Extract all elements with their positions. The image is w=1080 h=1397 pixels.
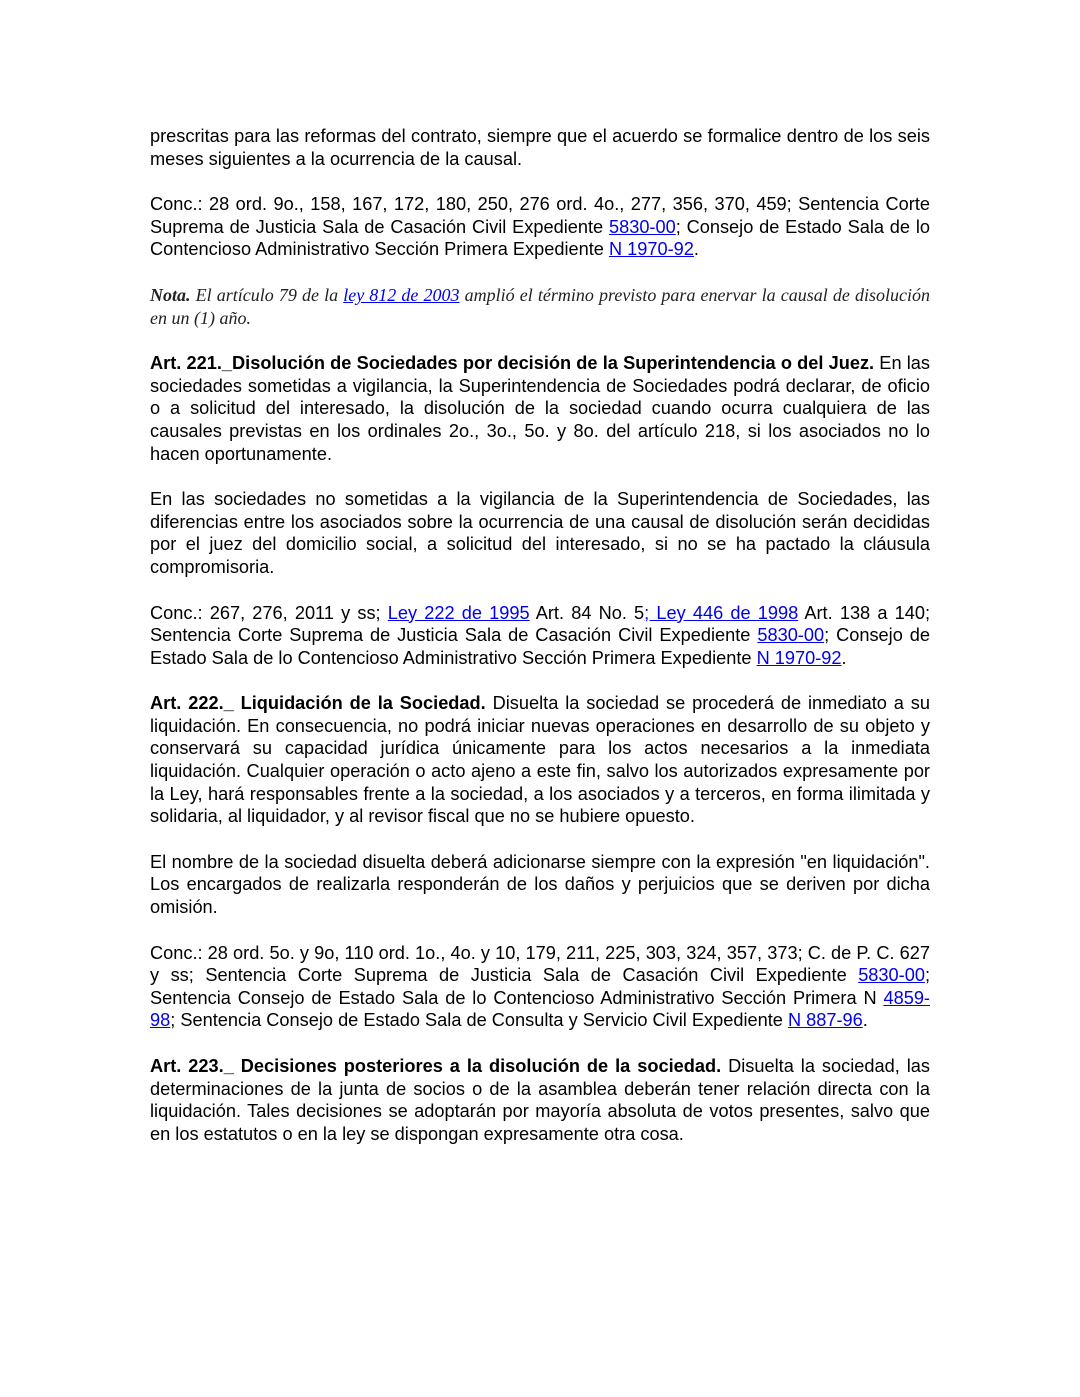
- text-segment: ; Consejo de Estado Sala de lo Contencioso Administrativo Sección Primera Expediente: [150, 216, 930, 260]
- article-heading: Art. 223._ Decisiones posteriores a la disolución de la sociedad.: [150, 1056, 722, 1076]
- article-heading: Art. 222._ Liquidación de la Sociedad.: [150, 693, 486, 714]
- reference-link[interactable]: ; Ley 446 de 1998: [644, 602, 799, 623]
- paragraph: [150, 488, 930, 578]
- text-segment: Art. 138 a 140; Sentencia Corte Suprema de Justicia Sala de Casación Civil Expediente: [150, 602, 930, 646]
- paragraph: [150, 692, 930, 828]
- reference-link[interactable]: 4859-98: [150, 987, 930, 1031]
- note-paragraph: [150, 284, 930, 329]
- article-heading: Art. 221._Disolución de Sociedades por decisión de la Superintendencia o del Juez.: [150, 353, 875, 374]
- text-segment: prescritas para las reformas del contrato, siempre que el acuerdo se formalice dentro de los seis meses siguientes a la ocurrencia de la causal.: [150, 126, 930, 169]
- reference-link[interactable]: N 1970-92: [608, 239, 694, 260]
- text-segment: .: [862, 1010, 868, 1031]
- text-segment: Conc.: 28 ord. 5o. y 9o, 110 ord. 1o., 4o. y 10, 179, 211, 225, 303, 324, 357, 373; C. de P. C. 627 y ss; Sentencia Corte Suprema de Justicia Sala de Casación Civil Expediente: [150, 942, 930, 986]
- text-segment: Disuelta la sociedad, las determinaciones de la junta de socios o de la asamblea deberán tener relación directa con la liquidación. Tales decisiones se adoptarán por mayoría absoluta de votos presentes, salvo que en los estatutos o en la ley se dispongan expresamente otra cosa.: [150, 1056, 930, 1144]
- text-segment: En las sociedades no sometidas a la vigilancia de la Superintendencia de Sociedades, las diferencias entre los asociados sobre la ocurrencia de una causal de disolución serán decididas por el juez del domicilio social, a solicitud del interesado, si no se ha pactado la cláusula compromisoria.: [150, 489, 930, 577]
- paragraph: [150, 125, 930, 170]
- reference-link[interactable]: Ley 222 de 1995: [387, 602, 530, 623]
- reference-link[interactable]: 5830-00: [757, 625, 825, 646]
- text-segment: amplió el término previsto para enervar la causal de disolución en un (1) año.: [150, 284, 930, 328]
- paragraph: [150, 193, 930, 261]
- text-segment: Art. 84 No. 5: [529, 602, 645, 623]
- paragraph: [150, 851, 930, 919]
- paragraph: [150, 602, 930, 670]
- text-segment: El nombre de la sociedad disuelta deberá adicionarse siempre con la expresión "en liquidación". Los encargados de realizarla responderán de los daños y perjuicios que se deriven por dicha omisión.: [150, 851, 930, 918]
- text-segment: Conc.: 28 ord. 9o., 158, 167, 172, 180, 250, 276 ord. 4o., 277, 356, 370, 459; Sentencia Corte Suprema de Justicia Sala de Casación Civil Expediente: [150, 194, 930, 237]
- text-segment: ; Sentencia Consejo de Estado Sala de lo Contencioso Administrativo Sección Primera N: [150, 965, 930, 1008]
- document-page: [150, 125, 930, 1168]
- text-segment: El artículo 79 de la: [190, 284, 344, 305]
- paragraph: [150, 352, 930, 465]
- text-segment: ; Sentencia Consejo de Estado Sala de Consulta y Servicio Civil Expediente: [170, 1010, 788, 1031]
- text-segment: Conc.: 267, 276, 2011 y ss;: [150, 602, 388, 623]
- reference-link[interactable]: N 1970-92: [756, 647, 842, 668]
- article-heading: Nota.: [150, 284, 191, 305]
- text-segment: ; Consejo de Estado Sala de lo Contencioso Administrativo Sección Primera Expediente: [150, 625, 931, 668]
- reference-link[interactable]: 5830-00: [608, 216, 676, 237]
- reference-link[interactable]: ley 812 de 2003: [343, 284, 460, 305]
- reference-link[interactable]: 5830-00: [858, 965, 925, 986]
- paragraph: [150, 942, 930, 1032]
- paragraph: [150, 1055, 930, 1145]
- text-segment: Disuelta la sociedad se procederá de inmediato a su liquidación. En consecuencia, no podrá iniciar nuevas operaciones en desarrollo de su objeto y conservará su capacidad jurídica únicamente para los actos necesarios a la inmediata liquidación. Cualquier operación o acto ajeno a este fin, salvo los autorizados expresamente por la Ley, hará responsables frente a la sociedad, a los asociados y a terceros, en forma ilimitada y solidaria, al liquidador, y al revisor fiscal que no se hubiere opuesto.: [150, 693, 931, 827]
- text-segment: .: [841, 647, 847, 668]
- text-segment: En las sociedades sometidas a vigilancia, la Superintendencia de Sociedades podrá declarar, de oficio o a solicitud del interesado, la disolución de la sociedad cuando ocurra cualquiera de las causales previstas en los ordinales 2o., 3o., 5o. y 8o. del artículo 218, si los asociados no lo hacen oportunamente.: [150, 353, 930, 464]
- reference-link[interactable]: N 887-96: [787, 1010, 863, 1031]
- text-segment: .: [693, 239, 699, 260]
